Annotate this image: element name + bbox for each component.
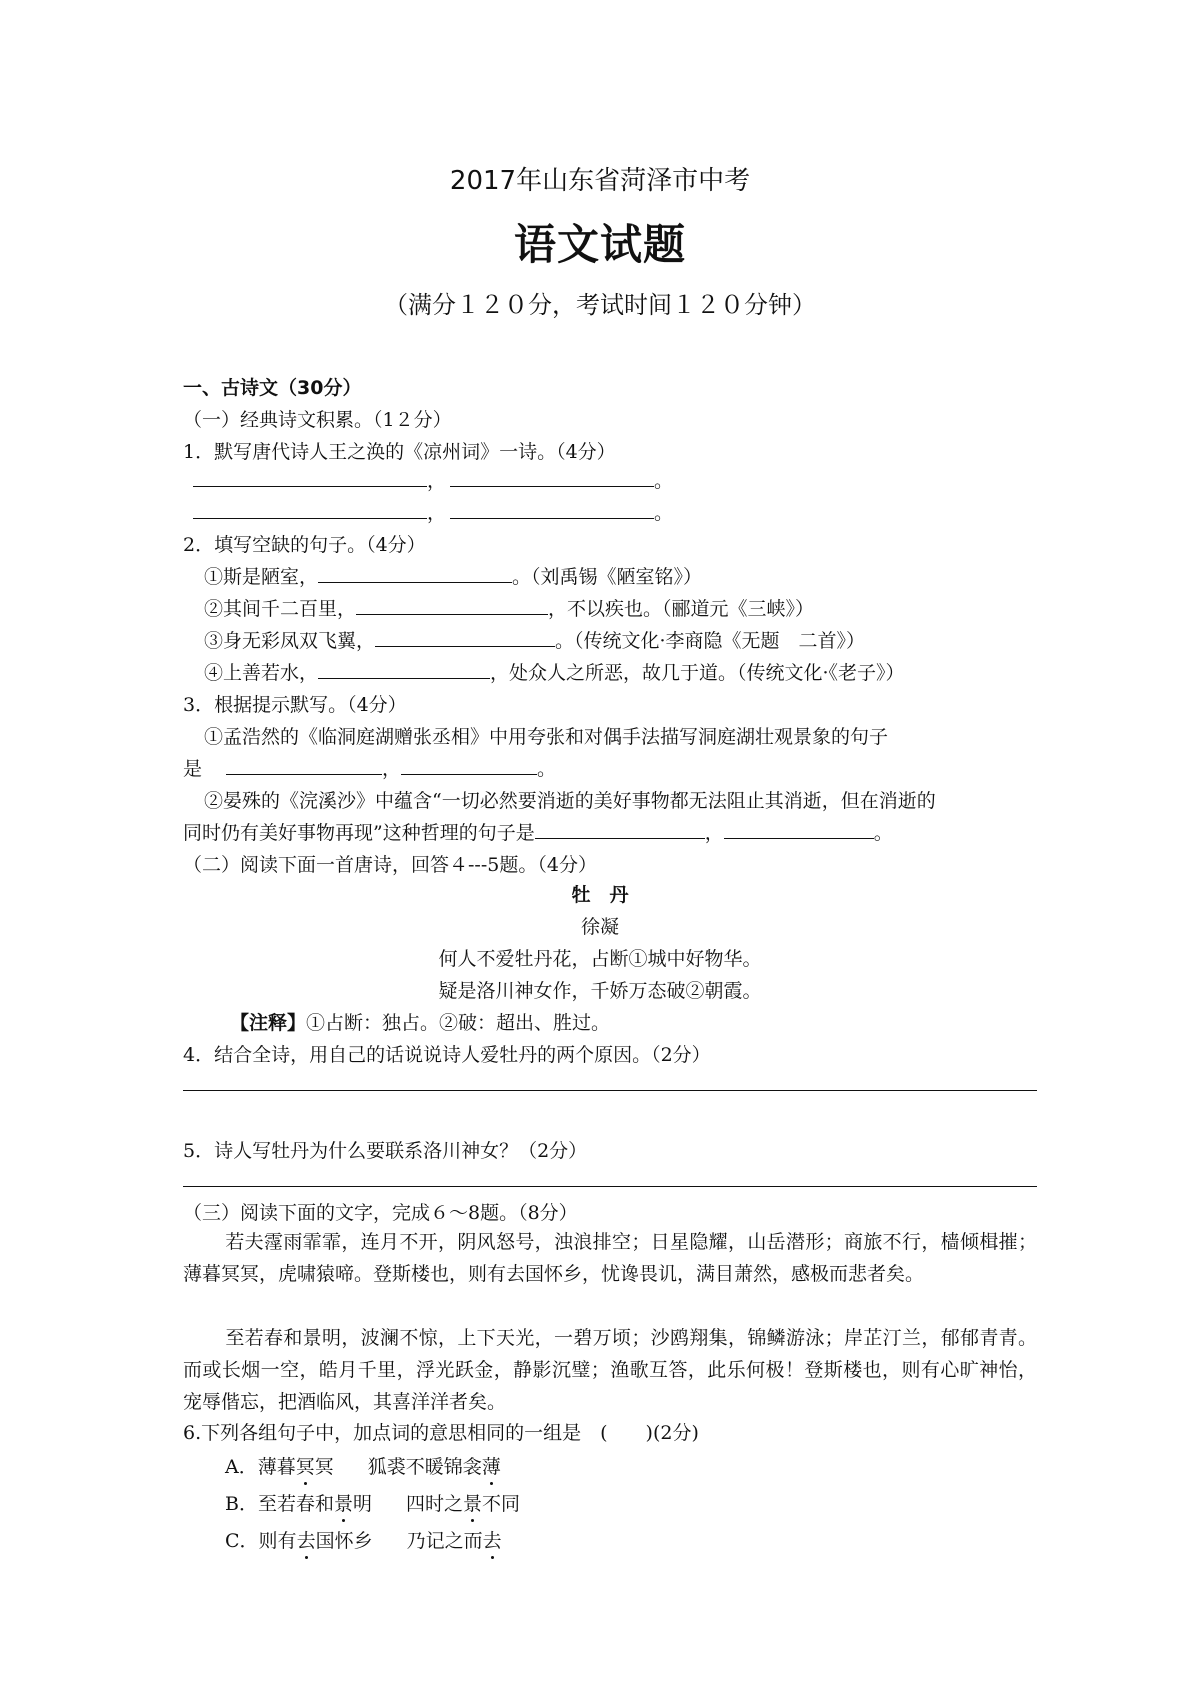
q5-answer-line[interactable] [183,1186,1037,1187]
part-heading-2: （二）阅读下面一首唐诗，回答４---5题。（4分） [183,854,597,876]
poem-note [230,1008,610,1035]
q2-item-2: ②其间千二百里， ，不以疾也。（郦道元《三峡》） [204,598,815,620]
q2-item-3: ③身无彩凤双飞翼， 。（传统文化·李商隐《无题 二首》） [204,630,866,652]
q2-item-1: ①斯是陋室， 。（刘禹锡《陋室铭》） [204,566,703,588]
poem-author: 徐凝 [580,916,619,938]
question-6: 6.下列各组句子中，加点词的意思相同的一组是 ( )(2分) [183,1422,699,1444]
answer-blank[interactable] [193,468,427,487]
answer-blank[interactable] [450,500,654,519]
q4-answer-line[interactable] [183,1090,1037,1091]
note-label: 【注释】 [230,1012,307,1034]
poem-line: 何人不爱牡丹花，占断①城中好物华。 [438,948,762,970]
exam-year-region: 2017年山东省菏泽市中考 [449,166,751,196]
answer-blank[interactable] [401,756,537,775]
q6-option-b[interactable]: B．至若春和景明 四时之景不同 [225,1493,521,1515]
q2-item-4: ④上善若水， ，处众人之所恶，故几于道。（传统文化·《老子》） [204,662,905,684]
question-2: 2．填写空缺的句子。（4分） [183,534,426,556]
q3-item-1: ①孟浩然的《临洞庭湖赠张丞相》中用夸张和对偶手法描写洞庭湖壮观景象的句子 [204,726,889,748]
question-1: 1．默写唐代诗人王之涣的《凉州词》一诗。（4分） [183,441,616,463]
exam-score-time: （满分１２０分，考试时间１２０分钟） [384,291,816,319]
section-heading: 一、古诗文（30分） [183,377,362,399]
answer-blank[interactable] [226,756,382,775]
answer-blank[interactable] [450,468,654,487]
answer-blank[interactable] [535,820,705,839]
answer-blank[interactable] [375,628,555,647]
q6-option-c[interactable]: C．则有去国怀乡 乃记之而去 [225,1530,502,1552]
answer-blank[interactable] [193,500,427,519]
q1-answer-line-1: ， 。 [193,466,673,493]
part-heading-3: （三）阅读下面的文字，完成６～8题。（8分） [183,1202,578,1224]
q6-option-a[interactable]: A．薄暮冥冥 狐裘不暖锦衾薄 [225,1456,501,1478]
passage-paragraph-1: 若夫霪雨霏霏，连月不开，阴风怒号，浊浪排空；日星隐耀，山岳潜形；商旅不行，樯倾楫摧；薄暮冥冥，虎啸猿啼。登斯楼也，则有去国怀乡，忧谗畏讥，满目萧然，感极而悲者矣。 [183,1231,1037,1285]
q3-item-2: ②晏殊的《浣溪沙》中蕴含“一切必然要消逝的美好事物都无法阻止其消逝，但在消逝的 [204,790,936,812]
answer-blank[interactable] [318,564,512,583]
poem-title: 牡 丹 [571,884,629,906]
part-heading-1: （一）经典诗文积累。（1２分） [183,409,452,431]
q1-answer-line-2: ， 。 [193,498,673,525]
question-3: 3．根据提示默写。（4分） [183,694,407,716]
answer-blank[interactable] [724,820,874,839]
question-4: 4．结合全诗，用自己的话说说诗人爱牡丹的两个原因。（2分） [183,1044,711,1066]
page-title: 语文试题 [513,220,686,269]
poem-line: 疑是洛川神女作，千娇万态破②朝霞。 [438,980,762,1002]
passage-paragraph-2: 至若春和景明，波澜不惊，上下天光，一碧万顷；沙鸥翔集，锦鳞游泳；岸芷汀兰，郁郁青青。而或长烟一空，皓月千里，浮光跃金，静影沉璧；渔歌互答，此乐何极！登斯楼也，则有心旷神怡，宠辱偕忘，把酒临风，其喜洋洋者矣。 [183,1327,1037,1413]
answer-blank[interactable] [318,660,490,679]
note-text: ①占断：独占。②破：超出、胜过。 [306,1012,611,1034]
question-5: 5．诗人写牡丹为什么要联系洛川神女？（2分） [183,1140,588,1162]
answer-blank[interactable] [356,596,548,615]
q3-item-1-answer: 是 ， 。 [183,758,557,780]
q3-item-2-answer: 同时仍有美好事物再现”这种哲理的句子是 ， 。 [183,822,893,844]
